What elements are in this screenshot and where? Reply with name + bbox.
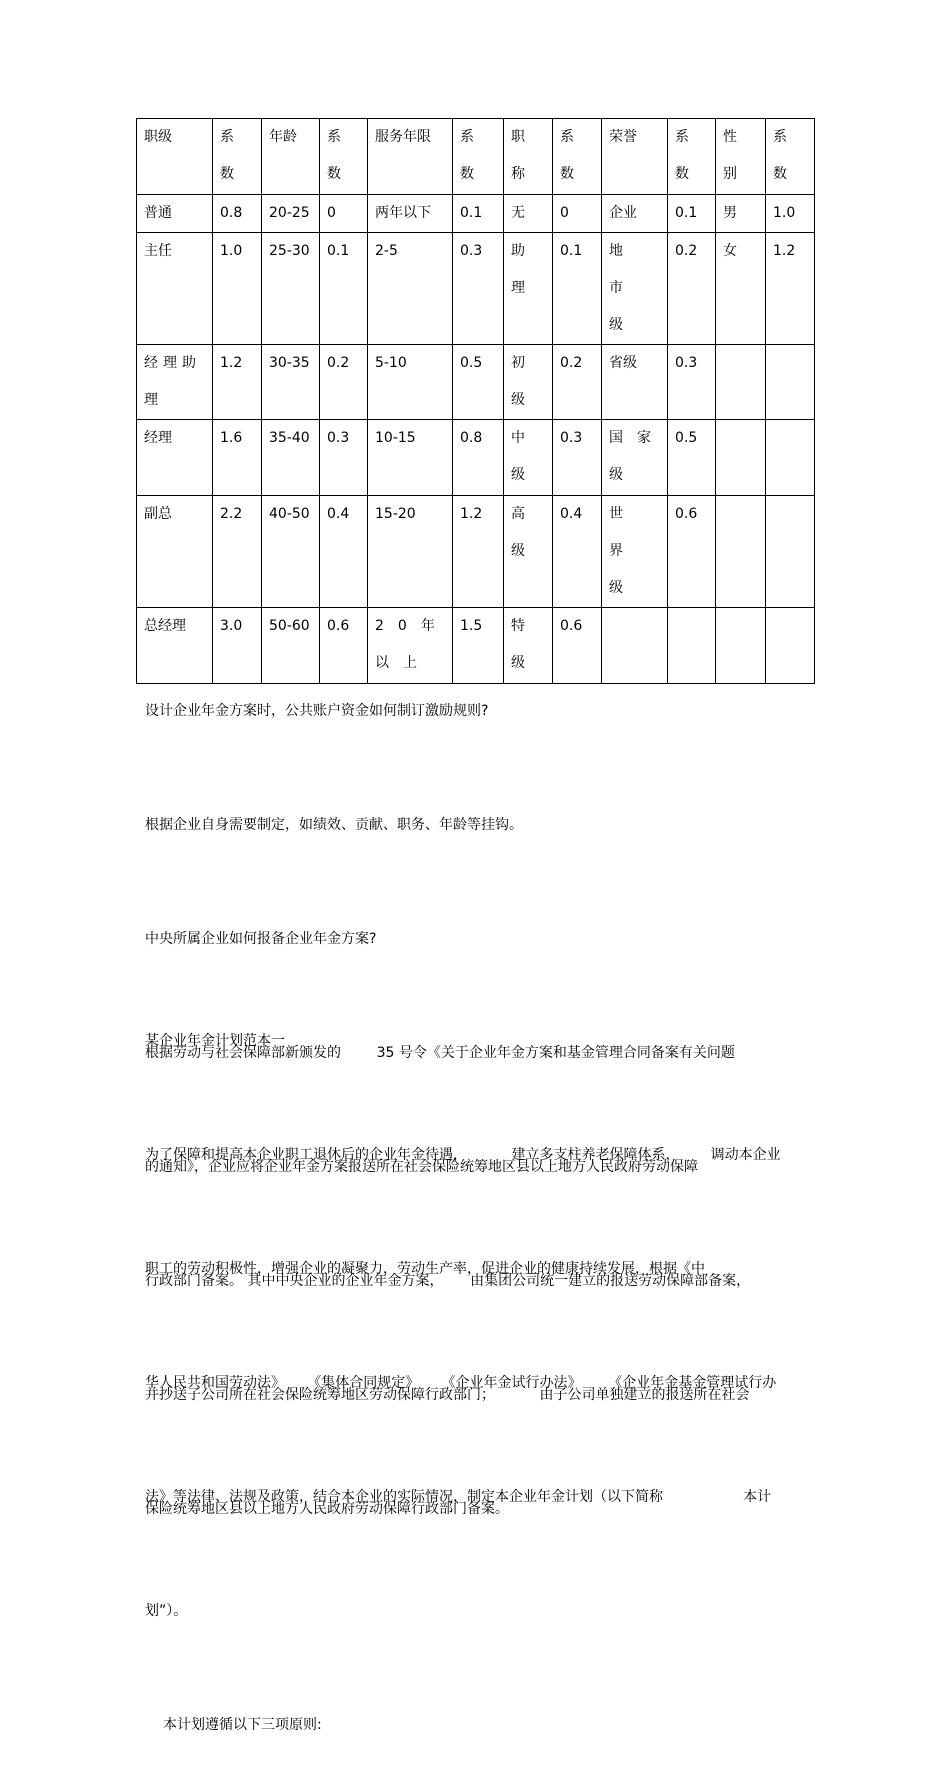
- table-cell: 女: [716, 233, 766, 345]
- paragraph-line: 华人民共和国劳动法》 《集体合同规定》 《企业年金试行办法》 《企业年金基金管理试行办: [145, 1375, 777, 1391]
- table-cell: 男: [716, 195, 766, 233]
- paragraph-line: 法》等法律、法规及政策，结合本企业的实际情况，制定本企业年金计划（以下简称 本计: [145, 1489, 772, 1505]
- table-cell: 30-35: [262, 345, 320, 420]
- paragraph-line: 职工的劳动积极性，增强企业的凝聚力，劳动生产率，促进企业的健康持续发展，根据《中: [145, 1261, 705, 1277]
- header-cell: 年龄: [262, 119, 320, 195]
- table-row: [137, 345, 815, 420]
- table-cell: 0.1: [668, 195, 716, 233]
- answer-2-line: 的通知》，企业应将企业年金方案报送所在社会保险统筹地区县以上地方人民政府劳动保障: [145, 1159, 698, 1175]
- table-cell: 国家级: [602, 420, 668, 496]
- header-cell: 服务年限: [368, 119, 453, 195]
- table-cell: 0.2: [320, 345, 368, 420]
- table-cell: 0.4: [320, 496, 368, 608]
- table-cell: 0.5: [668, 420, 716, 496]
- table-cell: 总经理: [137, 608, 213, 684]
- table-cell: 省级: [602, 345, 668, 420]
- table-row: [137, 420, 815, 496]
- table-cell: 20-25: [262, 195, 320, 233]
- table-cell: 0.3: [453, 233, 504, 345]
- table-cell: 企业: [602, 195, 668, 233]
- header-cell: 系数: [766, 119, 815, 195]
- coefficient-table: [136, 118, 815, 684]
- table-cell: 0.3: [668, 345, 716, 420]
- header-cell: 性别: [716, 119, 766, 195]
- table-cell: 2.2: [213, 496, 262, 608]
- table-cell: 1.2: [213, 345, 262, 420]
- header-cell: 系数: [320, 119, 368, 195]
- table-row: [137, 195, 815, 233]
- question-1: 设计企业年金方案时，公共账户资金如何制订激励规则?: [145, 703, 489, 719]
- table-cell: 0.3: [320, 420, 368, 496]
- section-title: 某企业年金计划范本一: [145, 1033, 285, 1049]
- table-cell: 15-20: [368, 496, 453, 608]
- header-cell: 系数: [553, 119, 602, 195]
- table-cell: 20年以上: [368, 608, 453, 684]
- table-cell: 1.2: [453, 496, 504, 608]
- table-cell: 10-15: [368, 420, 453, 496]
- table-cell: 3.0: [213, 608, 262, 684]
- table-cell: 两年以下: [368, 195, 453, 233]
- table-cell: 副总: [137, 496, 213, 608]
- table-cell: 初级: [504, 345, 553, 420]
- table-cell: 世界级: [602, 496, 668, 608]
- table-cell: [716, 496, 766, 608]
- table-cell: 25-30: [262, 233, 320, 345]
- paragraph-line: 划”）。: [145, 1603, 188, 1619]
- table-cell: 1.2: [766, 233, 815, 345]
- answer-1: 根据企业自身需要制定，如绩效、贡献、职务、年龄等挂钩。: [145, 817, 523, 833]
- table-cell: 1.0: [766, 195, 815, 233]
- table-cell: 中级: [504, 420, 553, 496]
- paragraph-line: 为了保障和提高本企业职工退休后的企业年金待遇， 建立多支柱养老保障体系， 调动本企业: [145, 1147, 781, 1163]
- table-cell: 0.8: [453, 420, 504, 496]
- plan-section: [145, 946, 825, 1782]
- table-cell: 0.2: [668, 233, 716, 345]
- table-cell: [766, 345, 815, 420]
- question-2: 中央所属企业如何报备企业年金方案?: [145, 931, 377, 947]
- table-cell: 2-5: [368, 233, 453, 345]
- table-cell: [766, 496, 815, 608]
- table-cell: 地市级: [602, 233, 668, 345]
- table-cell: 0.1: [320, 233, 368, 345]
- table-cell: 高级: [504, 496, 553, 608]
- table-header-row: [137, 119, 815, 195]
- table-cell: 经理: [137, 420, 213, 496]
- table-cell: [716, 420, 766, 496]
- table-cell: 0.1: [453, 195, 504, 233]
- table-cell: 35-40: [262, 420, 320, 496]
- header-cell: 职级: [137, 119, 213, 195]
- table-cell: 0.2: [553, 345, 602, 420]
- table-cell: 0: [553, 195, 602, 233]
- answer-2-line: 行政部门备案。 其中中央企业的企业年金方案， 由集团公司统一建立的报送劳动保障部备案，: [145, 1273, 751, 1289]
- header-cell: 系数: [213, 119, 262, 195]
- table-cell: 0.4: [553, 496, 602, 608]
- principles-intro: 本计划遵循以下三项原则:: [163, 1717, 322, 1733]
- table-cell: 0.3: [553, 420, 602, 496]
- table-cell: 40-50: [262, 496, 320, 608]
- table-cell: 主任: [137, 233, 213, 345]
- table-row: [137, 233, 815, 345]
- table-cell: 无: [504, 195, 553, 233]
- answer-2-line: 并抄送子公司所在社会保险统筹地区劳动保障行政部门； 由子公司单独建立的报送所在社会: [145, 1387, 750, 1403]
- table-cell: 0.1: [553, 233, 602, 345]
- table-cell: 1.6: [213, 420, 262, 496]
- table-cell: 经理助理: [137, 345, 213, 420]
- table-cell: 0.5: [453, 345, 504, 420]
- table-row: [137, 496, 815, 608]
- header-cell: 职称: [504, 119, 553, 195]
- table-cell: 0.6: [668, 496, 716, 608]
- table-cell: 助理: [504, 233, 553, 345]
- header-cell: 荣誉: [602, 119, 668, 195]
- table-cell: 0: [320, 195, 368, 233]
- answer-2-line: 根据劳动与社会保障部新颁发的 35 号令《关于企业年金方案和基金管理合同备案有关问题: [145, 1045, 735, 1061]
- table-cell: 0.8: [213, 195, 262, 233]
- table-cell: [716, 345, 766, 420]
- table-cell: 0.6: [320, 608, 368, 684]
- table-cell: 普通: [137, 195, 213, 233]
- table-cell: 1.5: [453, 608, 504, 684]
- table-cell: [766, 420, 815, 496]
- table-cell: 1.0: [213, 233, 262, 345]
- header-cell: 系数: [453, 119, 504, 195]
- table-cell: 特级: [504, 608, 553, 684]
- answer-2-line: 保险统筹地区县以上地方人民政府劳动保障行政部门备案。: [145, 1501, 509, 1517]
- table-cell: 5-10: [368, 345, 453, 420]
- header-cell: 系数: [668, 119, 716, 195]
- table-cell: 50-60: [262, 608, 320, 684]
- table-cell: 0.6: [553, 608, 602, 684]
